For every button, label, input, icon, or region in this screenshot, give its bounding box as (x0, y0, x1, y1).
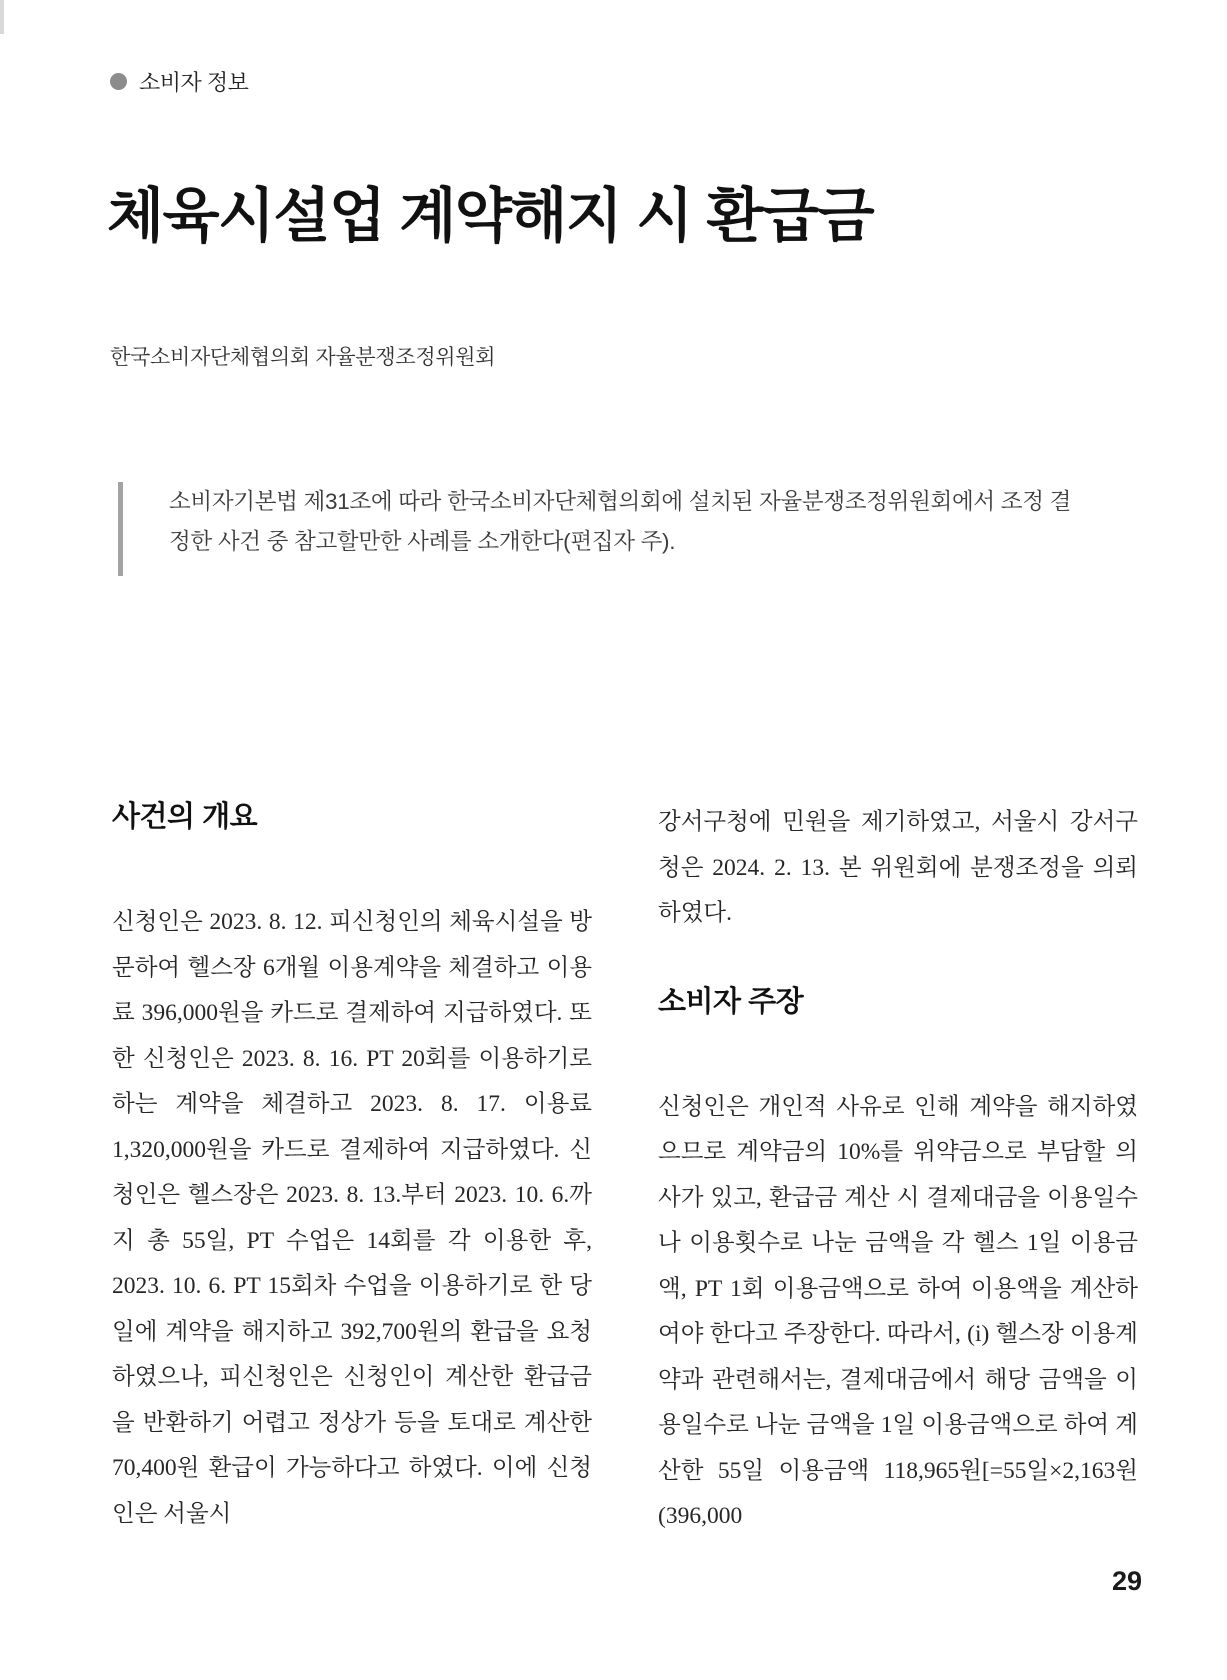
byline: 한국소비자단체협의회 자율분쟁조정위원회 (110, 346, 496, 369)
section-heading-case-overview: 사건의 개요 (112, 801, 258, 833)
lede-text: 소비자기본법 제31조에 따라 한국소비자단체협의회에 설치된 자율분쟁조정위원회에서 조정 결정한 사건 중 참고할만한 사례를 소개한다(편집자 주). (169, 489, 1072, 554)
lede-quote (118, 482, 1074, 576)
case-overview-body-continuation: 강서구청에 민원을 제기하였고, 서울시 강서구청은 2024. 2. 13. 본 위원회에 분쟁조정을 의뢰하였다. (658, 809, 1138, 926)
kicker (110, 66, 248, 97)
bullet-dot-icon (110, 73, 127, 90)
case-overview-body: 신청인은 2023. 8. 12. 피신청인의 체육시설을 방문하여 헬스장 6개월 이용계약을 체결하고 이용료 396,000원을 카드로 결제하여 지급하였다. 또한 신청인은 2023. 8. 16. PT 20회를 이용하기로 하는 계약을 체결하고 2023. 8. 17. 이용료 1,320,000원을 카드로 결제하여 지급하였다. 신청인은 헬스장은 2023. 8. 13.부터 2023. 10. 6.까지 총 55일, PT 수업은 14회를 각 이용한 후, 2023. 10. 6. PT 15회차 수업을 이용하기로 한 당일에 계약을 해지하고 392,700원의 환급을 요청하였으나, 피신청인은 신청인이 계산한 환급금을 반환하기 어렵고 정상가 등을 토대로 계산한 70,400원 환급이 가능하다고 하였다. 이에 신청인은 서울시 (112, 909, 592, 1527)
page-title: 체육시설업 계약해지 시 환급금 (107, 183, 874, 249)
page-edge-tab (0, 0, 4, 34)
lede-accent-bar (118, 482, 123, 576)
column-right (658, 800, 1138, 1540)
consumer-claim-body: 신청인은 개인적 사유로 인해 계약을 해지하였으므로 계약금의 10%를 위약금으로 부담할 의사가 있고, 환급금 계산 시 결제대금을 이용일수나 이용횟수로 나눈 금액을 각 헬스 1일 이용금액, PT 1회 이용금액으로 하여 이용액을 계산하여야 한다고 주장한다. 따라서, (i) 헬스장 이용계약과 관련해서는, 결제대금에서 해당 금액을 이용일수로 나눈 금액을 1일 이용금액으로 하여 계산한 55일 이용금액 118,965원[=55일×2,163원(396,000 (658, 1093, 1138, 1529)
column-left (112, 800, 592, 1540)
page-number: 29 (1112, 1566, 1143, 1596)
kicker-label: 소비자 정보 (139, 70, 249, 95)
section-heading-consumer-claim: 소비자 주장 (658, 985, 804, 1018)
article-columns (112, 800, 1138, 1540)
